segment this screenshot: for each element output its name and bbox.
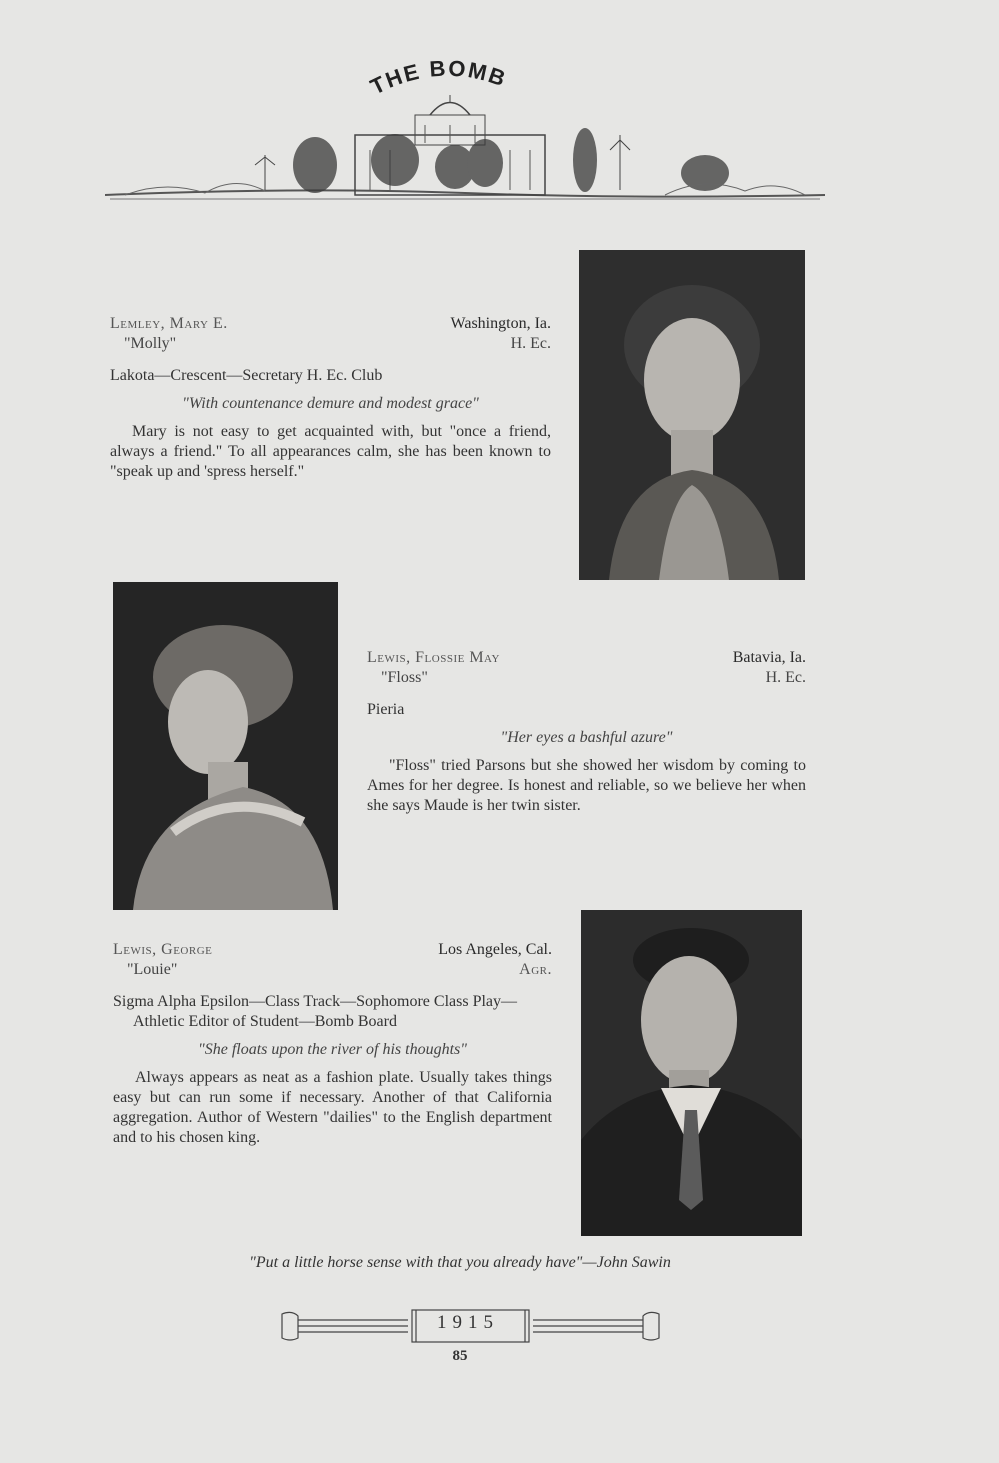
student-course: Agr. [519,961,552,978]
portrait-photo-lewis-flossie [113,582,338,910]
student-description: Mary is not easy to get acquainted with, but "once a friend, always a friend." To all appearances calm, she has been known to "speak up and 'spress herself." [110,423,551,480]
header-title [360,55,520,100]
footer-quote: "Put a little horse sense with that you already have"—John Sawin [249,1254,671,1271]
student-name: Lemley, Mary E. [110,315,228,332]
portrait-photo-lemley [579,250,805,580]
entry-lewis-flossie [367,648,806,816]
svg-text:THE BOMB [366,55,510,99]
student-activities: Lakota—Crescent—Secretary H. Ec. Club [110,367,383,384]
entry-lemley [110,314,551,482]
student-name: Lewis, George [113,941,213,958]
student-quote: "With countenance demure and modest grace" [182,395,479,412]
student-quote: "Her eyes a bashful azure" [500,729,673,746]
student-hometown: Batavia, Ia. [732,649,806,666]
student-activities: Pieria [367,701,405,718]
student-name: Lewis, Flossie May [367,649,500,666]
student-nickname: "Floss" [381,669,428,686]
student-nickname: "Molly" [124,335,177,352]
student-description: "Floss" tried Parsons but she showed her wisdom by coming to Ames for her degree. Is honest and reliable, so we believe her when she says Maude is her twin sister. [367,757,806,814]
student-description: Always appears as neat as a fashion plate. Usually takes things easy but can run some if necessary. Another of that California aggregation. Author of Western "dailies" to the English department and to his chosen king. [113,1069,552,1146]
header-title-text: THE BOMB [366,55,511,100]
yearbook-year: 1915 [437,1312,499,1333]
entry-lewis-george [113,940,552,1148]
student-hometown: Los Angeles, Cal. [438,941,552,958]
student-course: H. Ec. [765,669,806,686]
page-number: 85 [452,1348,468,1364]
portrait-photo-lewis-george [581,910,802,1236]
student-quote: "She floats upon the river of his thoughts" [198,1041,467,1058]
student-hometown: Washington, Ia. [450,315,551,332]
student-course: H. Ec. [510,335,551,352]
student-activities: Sigma Alpha Epsilon—Class Track—Sophomore Class Play—Athletic Editor of Student—Bomb Board [113,993,518,1030]
campus-building-illustration [105,95,825,215]
student-nickname: "Louie" [127,961,178,978]
